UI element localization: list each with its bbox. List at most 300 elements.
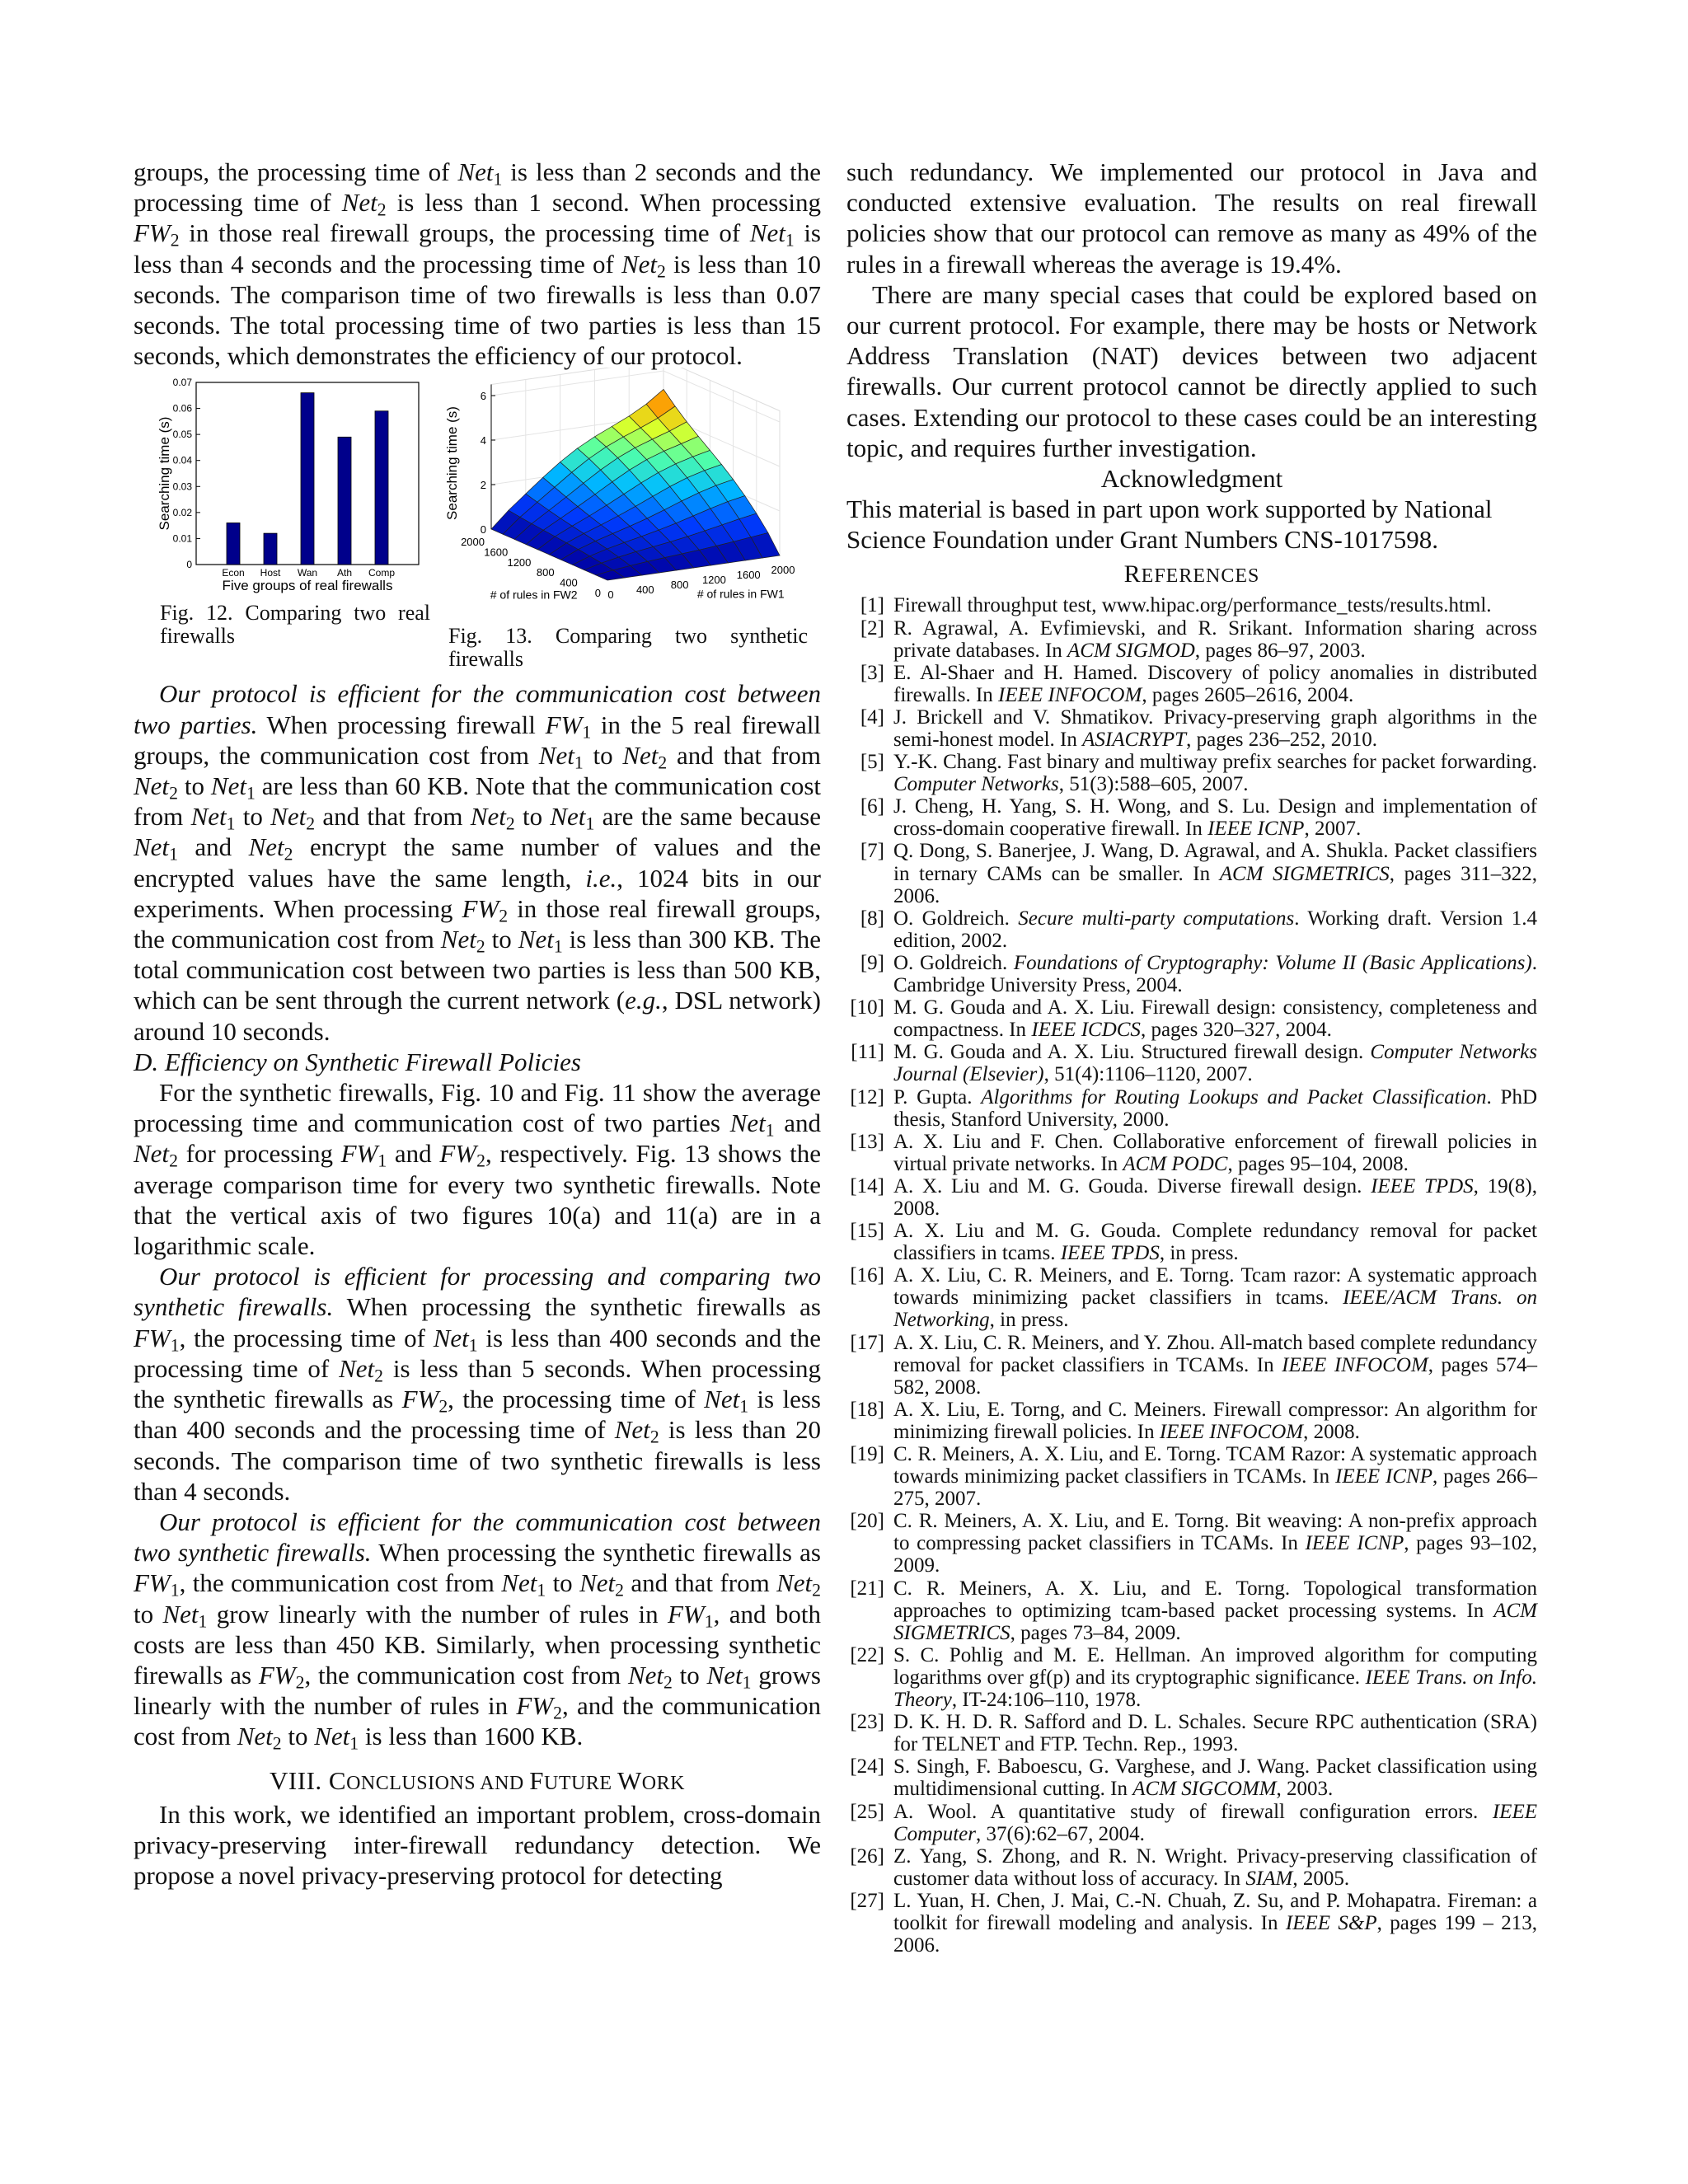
- reference-number: [18]: [850, 1398, 884, 1421]
- math-variable: Net$_1$: [518, 925, 563, 957]
- reference-text: [893, 1041, 1537, 1085]
- math-variable: Net$_1$: [210, 771, 256, 804]
- emphasis: e.g.: [625, 986, 662, 1015]
- text-run: O. Goldreich.: [893, 907, 1019, 930]
- reference-number: [13]: [850, 1130, 884, 1153]
- text-run: S. C. Pohlig and M. E. Hellman. An improved algorithm for computing logarithms over gf(p) and its cryptographic significance.: [893, 1643, 1537, 1689]
- figure-13: [440, 368, 832, 631]
- paragraph-synthetic-communication: [134, 1507, 821, 1752]
- reference-text: [893, 1220, 1537, 1264]
- text-run: to: [546, 1568, 580, 1598]
- text-run: P. Gupta.: [893, 1085, 982, 1108]
- acknowledgment-text: This material is based in part upon work supported by National Science Foundation under Grant Numbers CNS-1017598.: [846, 494, 1493, 555]
- text-run: , the processing time of: [448, 1385, 705, 1414]
- reference-number: [8]: [860, 907, 884, 930]
- math-variable: Net$_2$: [270, 802, 316, 834]
- text-run: is less than 1600 KB.: [359, 1722, 584, 1751]
- reference-item: [846, 662, 1537, 706]
- text-run: C. R. Meiners, A. X. Liu, and E. Torng. Bit weaving: A non-prefix approach to compressing packet classifiers in TCAMs. In: [893, 1510, 1537, 1555]
- math-variable: $FW_1$: [134, 1323, 180, 1356]
- text-run: M. G. Gouda and A. X. Liu. Firewall design: consistency, completeness and compactness. In: [893, 996, 1537, 1042]
- y-tick-label: 0.02: [172, 507, 192, 519]
- text-run: . PhD thesis, Stanford University, 2000.: [893, 1085, 1537, 1131]
- text-run: . Cambridge University Press, 2004.: [893, 951, 1537, 997]
- text-run: is less than 400 seconds and the processing time of: [134, 1323, 821, 1383]
- emphasis: IEEE TPDS: [1371, 1174, 1474, 1197]
- text-run: , 1024 bits in our experiments. When processing: [134, 863, 821, 923]
- text-run: in those real firewall groups, the processing time of: [179, 218, 750, 248]
- reference-number: [23]: [850, 1711, 884, 1734]
- math-variable: Net$_2$: [237, 1722, 282, 1754]
- reference-number: [26]: [850, 1844, 884, 1868]
- y-tick-label: 1200: [507, 556, 532, 569]
- reference-list: [846, 594, 1537, 1957]
- emphasis: ACM SIGMOD: [1067, 639, 1195, 662]
- reference-item: [846, 1220, 1537, 1264]
- paragraph-synthetic-intro: [134, 1077, 821, 1261]
- text-run: grows linearly with the number of rules in: [134, 1660, 821, 1721]
- emphasis: IEEE S&P: [1285, 1911, 1377, 1934]
- x-tick-label: Wan: [297, 567, 318, 579]
- text-run: For the synthetic firewalls, Fig. 10 and Fig. 11 show the average processing time and communication cost of two parties: [134, 1078, 821, 1138]
- x-axis-label: Five groups of real firewalls: [222, 578, 393, 594]
- reference-number: [21]: [850, 1577, 884, 1600]
- fig12-caption: Fig. 12. Comparing two real firewalls: [160, 601, 430, 649]
- text-run: , pages 93–102, 2009.: [893, 1532, 1537, 1577]
- reference-number: [20]: [850, 1510, 884, 1533]
- right-column: [846, 157, 1537, 1957]
- reference-number: [7]: [860, 840, 884, 863]
- reference-number: [17]: [850, 1331, 884, 1354]
- emphasis: IEEE Trans. on Info. Theory: [893, 1666, 1537, 1712]
- reference-item: [846, 1332, 1537, 1399]
- text-run: When processing the synthetic firewalls as: [333, 1292, 822, 1322]
- emphasis: IEEE ICNP: [1335, 1465, 1433, 1488]
- reference-text: [893, 1131, 1537, 1175]
- emphasis: ACM SIGCOMM: [1132, 1778, 1277, 1801]
- text-run: , pages 236–252, 2010.: [1186, 729, 1378, 751]
- reference-item: [846, 1086, 1537, 1131]
- emphasis: Computer Networks Journal (Elsevier): [893, 1041, 1537, 1086]
- reference-item: [846, 1175, 1537, 1220]
- y-tick-label: 2000: [461, 536, 485, 549]
- text-run: A. Wool. A quantitative study of firewall configuration errors.: [893, 1800, 1493, 1823]
- reference-item: [846, 1577, 1537, 1644]
- math-variable: $FW_1$: [545, 710, 592, 743]
- reference-text: [893, 751, 1537, 795]
- text-run: grow linearly with the number of rules in: [207, 1599, 668, 1629]
- text-run: is less than 400 seconds and the processing time of: [134, 1385, 821, 1445]
- reference-text: [893, 617, 1537, 662]
- z-tick-label: 0: [480, 523, 486, 537]
- math-variable: Net$_1$: [704, 1385, 749, 1417]
- text-run: , pages 86–97, 2003.: [1194, 639, 1366, 662]
- text-run: J. Brickell and V. Shmatikov. Privacy-preserving graph algorithms in the semi-honest model. In: [893, 705, 1537, 751]
- text-run: C. R. Meiners, A. X. Liu, and E. Torng. Topological transformation approaches to optimizing tcam-based packet processing systems. In: [893, 1577, 1537, 1622]
- math-variable: Net$_2$: [614, 1415, 659, 1447]
- reference-number: [1]: [860, 594, 884, 617]
- paragraph-synthetic-processing: [134, 1261, 821, 1507]
- subsection-d-heading: D. Efficiency on Synthetic Firewall Policies: [134, 1047, 581, 1076]
- y-tick-label: 0: [186, 559, 192, 571]
- figure-12: [157, 377, 424, 600]
- text-run: and that from: [315, 802, 471, 832]
- bar-chart-fig12: [157, 377, 424, 596]
- reference-text: [893, 1399, 1537, 1443]
- reference-item: [846, 617, 1537, 662]
- figures-row: [134, 377, 821, 678]
- reference-item: [846, 1510, 1537, 1577]
- text-run: , 2003.: [1276, 1778, 1334, 1801]
- reference-number: [6]: [860, 795, 884, 818]
- bar: [375, 411, 388, 565]
- y-tick-label: 0.03: [172, 480, 192, 493]
- text-run: encrypt the same number of values and the encrypted values have the same length,: [134, 832, 821, 893]
- text-run: are less than 60 KB. Note that the communication cost from: [134, 771, 822, 832]
- text-run: , respectively. Fig. 13 shows the average comparison time for every two synthetic firewalls. Note that the vertical axis of two figures 10(a) and 11(a) are in a logarithmic scale.: [134, 1139, 821, 1261]
- text-run: , the communication cost from: [304, 1660, 628, 1690]
- emphasis: Computer Networks: [893, 773, 1059, 796]
- text-run: , pages 266–275, 2007.: [893, 1465, 1538, 1511]
- text-run: D. K. H. D. R. Safford and D. L. Schales. Secure RPC authentication (SRA) for TELNET and FTP. Techn. Rep., 1993.: [893, 1711, 1537, 1756]
- bar: [301, 393, 314, 565]
- reference-item: [846, 996, 1537, 1041]
- text-run: , the processing time of: [179, 1323, 434, 1352]
- reference-number: [10]: [850, 996, 884, 1019]
- section-viii-heading: VIII. CONCLUSIONS AND FUTURE WORK: [270, 1765, 685, 1795]
- emphasis: i.e.: [585, 863, 617, 893]
- text-run: is less than 4 seconds and the processing time of: [134, 218, 821, 279]
- reference-item: [846, 952, 1537, 996]
- reference-text: [893, 1890, 1537, 1957]
- text-run: A. X. Liu and M. G. Gouda. Diverse firewall design.: [893, 1174, 1372, 1197]
- acknowledgment-heading: Acknowledgment: [1100, 464, 1283, 494]
- reference-item: [846, 1399, 1537, 1443]
- emphasis: IEEE ICNP: [1305, 1532, 1404, 1555]
- math-variable: Net$_2$: [339, 1353, 383, 1386]
- reference-item: [846, 1443, 1537, 1510]
- emphasis: Our protocol is efficient for the communication cost between two parties.: [134, 679, 821, 739]
- text-run: and that from: [667, 740, 821, 770]
- text-run: , in press.: [989, 1309, 1069, 1332]
- references-heading: REFERENCES: [1123, 560, 1260, 588]
- text-run: , 51(3):588–605, 2007.: [1058, 773, 1249, 796]
- bar: [227, 523, 240, 565]
- text-run: , pages 73–84, 2009.: [1010, 1621, 1181, 1644]
- math-variable: $FW_2$: [401, 1385, 448, 1417]
- reference-number: [25]: [850, 1800, 884, 1823]
- x-tick-label: 400: [635, 583, 654, 597]
- math-variable: Net$_1$: [550, 802, 595, 834]
- reference-item: [846, 751, 1537, 795]
- x-tick-label: Comp: [368, 567, 396, 579]
- text-run: M. G. Gouda and A. X. Liu. Structured firewall design.: [893, 1041, 1371, 1064]
- math-variable: $FW_1$: [668, 1599, 714, 1631]
- emphasis: Our protocol is efficient for processing and comparing two synthetic firewalls.: [134, 1262, 821, 1322]
- emphasis: IEEE INFOCOM: [998, 683, 1142, 706]
- paragraph-processing-real: [134, 157, 821, 371]
- reference-item: [846, 1890, 1537, 1957]
- emphasis: IEEE INFOCOM: [1282, 1353, 1428, 1376]
- emphasis: ACM SIGMETRICS: [1219, 862, 1390, 885]
- x-tick-label: 800: [670, 579, 689, 592]
- reference-text: [893, 1086, 1537, 1131]
- math-variable: Net$_1$: [501, 1568, 546, 1601]
- text-run: O. Goldreich.: [893, 951, 1014, 974]
- text-run: , pages 2605–2616, 2004.: [1142, 683, 1354, 706]
- text-run: Firewall throughput test, www.hipac.org/performance_tests/results.html.: [893, 594, 1492, 617]
- math-variable: $FW_1$: [340, 1139, 387, 1171]
- math-variable: Net$_2$: [627, 1660, 673, 1693]
- text-run: and that from: [623, 1568, 777, 1598]
- text-run: R. Agrawal, A. Evfimievski, and R. Srikant. Information sharing across private databases. In: [893, 616, 1537, 662]
- reference-text: [893, 662, 1537, 706]
- text-run: is less than 1 second. When processing: [386, 188, 821, 218]
- y-tick-label: 800: [536, 566, 555, 579]
- math-variable: $FW_2$: [134, 218, 180, 251]
- x-tick-label: 0: [607, 588, 614, 602]
- reference-item: [846, 594, 1537, 616]
- reference-number: [11]: [851, 1041, 884, 1064]
- text-run: , pages 320–327, 2004.: [1140, 1019, 1332, 1042]
- math-variable: Net$_1$: [314, 1722, 359, 1754]
- x-tick-label: 1600: [736, 569, 761, 582]
- text-run: A. X. Liu and F. Chen. Collaborative enforcement of firewall policies in virtual private networks. In: [893, 1130, 1537, 1175]
- emphasis: Algorithms for Routing Lookups and Packet Classification: [981, 1085, 1487, 1108]
- math-variable: Net$_1$: [433, 1323, 478, 1356]
- paragraph-future-work: There are many special cases that could be explored based on our current protocol. For example, there may be hosts or Network Address Translation (NAT) devices between two adjacent firewalls. Our current protocol cannot be directly applied to such cases. Extending our protocol to these cases could be an interesting topic, and requires further investigation.: [846, 279, 1537, 462]
- math-variable: $FW_2$: [516, 1691, 562, 1723]
- text-run: , pages 199 – 213, 2006.: [893, 1911, 1538, 1957]
- reference-number: [14]: [850, 1174, 884, 1197]
- text-run: , pages 95–104, 2008.: [1227, 1152, 1409, 1175]
- left-column: [134, 157, 821, 1891]
- text-run: Y.-K. Chang. Fast binary and multiway prefix searches for packet forwarding.: [893, 751, 1537, 774]
- reference-number: [27]: [850, 1889, 884, 1912]
- emphasis: IEEE/ACM Trans. on Networking: [893, 1286, 1537, 1332]
- text-run: , 19(8), 2008.: [893, 1174, 1538, 1220]
- emphasis: IEEE TPDS: [1060, 1242, 1160, 1265]
- text-run: , and both costs are less than 450 KB. Similarly, when processing synthetic firewalls as: [134, 1599, 821, 1690]
- reference-text: [893, 706, 1537, 751]
- text-run: E. Al-Shaer and H. Hamed. Discovery of policy anomalies in distributed firewalls. In: [893, 661, 1537, 706]
- text-run: When processing firewall: [257, 710, 546, 739]
- reference-number: [12]: [850, 1085, 884, 1108]
- reference-number: [4]: [860, 705, 884, 729]
- math-variable: Net$_1$: [706, 1660, 752, 1693]
- math-variable: Net$_2$: [776, 1568, 821, 1601]
- text-run: in the 5 real firewall groups, the communication cost from: [134, 710, 821, 770]
- reference-number: [19]: [850, 1443, 884, 1465]
- bar: [338, 438, 351, 565]
- text-run: , pages 311–322, 2006.: [893, 862, 1537, 907]
- emphasis: IEEE ICNP: [1207, 818, 1305, 841]
- text-run: is less than 10 seconds. The comparison time of two firewalls is less than 0.07 seconds. The total processing time of two parties is less than 15 seconds, which demonstrates the efficiency of our protocol.: [134, 249, 821, 371]
- text-run: and: [387, 1139, 440, 1169]
- text-run: , 37(6):62–67, 2004.: [976, 1822, 1145, 1845]
- text-run: A. X. Liu, C. R. Meiners, and Y. Zhou. All-match based complete redundancy removal for packet classifiers in TCAMs. In: [893, 1331, 1537, 1376]
- x-tick-label: 2000: [771, 564, 795, 577]
- x-tick-label: Host: [260, 567, 281, 579]
- text-run: A. X. Liu, E. Torng, and C. Meiners. Firewall compressor: An algorithm for minimizing firewall policies. In: [893, 1398, 1537, 1443]
- x-axis-label: # of rules in FW1: [696, 587, 785, 601]
- reference-number: [15]: [850, 1220, 884, 1243]
- reference-text: [893, 952, 1537, 996]
- emphasis: Foundations of Cryptography: Volume II (Basic Applications): [1013, 951, 1532, 974]
- reference-item: [846, 1131, 1537, 1175]
- text-run: to: [134, 1599, 163, 1629]
- math-variable: $FW_1$: [134, 1568, 180, 1601]
- math-variable: Net$_2$: [579, 1568, 624, 1601]
- text-run: is less than 2 seconds and the processing time of: [134, 157, 822, 218]
- text-run: is less than 20 seconds. The comparison time of two synthetic firewalls is less than 4 seconds.: [134, 1415, 821, 1506]
- fig13-caption: Fig. 13. Comparing two synthetic firewalls: [448, 624, 808, 672]
- paragraph-communication-real: [134, 678, 821, 1046]
- math-variable: Net$_2$: [341, 188, 387, 220]
- text-run: for processing: [177, 1139, 341, 1169]
- y-tick-label: 0.05: [172, 429, 192, 441]
- reference-number: [22]: [850, 1643, 884, 1666]
- math-variable: Net$_2$: [134, 1139, 178, 1171]
- paragraph-conclusion-cont: such redundancy. We implemented our protocol in Java and conducted extensive evaluation. The results on real firewall policies show that our protocol can remove as many as 49% of the rules in a firewall whereas the average is 19.4%.: [846, 157, 1537, 279]
- reference-text: [893, 594, 1492, 616]
- math-variable: Net$_2$: [248, 832, 293, 865]
- text-run: to: [177, 771, 211, 801]
- math-variable: $FW_2$: [439, 1139, 485, 1171]
- reference-item: [846, 1845, 1537, 1890]
- y-tick-label: 0: [594, 587, 601, 600]
- reference-text: [893, 1510, 1537, 1577]
- math-variable: $FW_2$: [258, 1660, 305, 1693]
- text-run: , and the communication cost from: [134, 1691, 821, 1751]
- text-run: are the same because: [594, 802, 821, 832]
- emphasis: IEEE Computer: [893, 1800, 1537, 1845]
- reference-item: [846, 1711, 1537, 1755]
- reference-number: [9]: [860, 951, 884, 974]
- text-run: , DSL network) around 10 seconds.: [134, 986, 821, 1046]
- reference-text: [893, 840, 1537, 907]
- reference-number: [5]: [860, 751, 884, 774]
- text-run: , 2007.: [1304, 818, 1362, 841]
- emphasis: Secure multi-party computations: [1018, 907, 1295, 930]
- reference-item: [846, 795, 1537, 840]
- y-axis-label: # of rules in FW2: [490, 588, 578, 602]
- emphasis: ACM PODC: [1123, 1152, 1228, 1175]
- text-run: to: [235, 802, 271, 832]
- surface-chart-fig13: [440, 368, 832, 627]
- text-run: to: [583, 740, 623, 770]
- text-run: , pages 574–582, 2008.: [893, 1353, 1537, 1399]
- text-run: L. Yuan, H. Chen, J. Mai, C.-N. Chuah, Z. Su, and P. Mohapatra. Fireman: a toolkit for firewall modeling and analysis. In: [893, 1889, 1537, 1934]
- text-run: , IT-24:106–110, 1978.: [951, 1689, 1142, 1712]
- reference-item: [846, 1041, 1537, 1085]
- text-run: Z. Yang, S. Zhong, and R. N. Wright. Privacy-preserving classification of customer data without loss of accuracy. In: [893, 1844, 1537, 1890]
- x-tick-label: 1200: [701, 574, 726, 587]
- reference-item: [846, 840, 1537, 907]
- text-run: , the communication cost from: [179, 1568, 502, 1598]
- z-tick-label: 4: [480, 434, 486, 448]
- math-variable: Net$_1$: [190, 802, 236, 834]
- text-run: Q. Dong, S. Banerjee, J. Wang, D. Agrawal, and A. Shukla. Packet classifiers in ternary CAMs can be smaller. In: [893, 840, 1537, 885]
- emphasis: IEEE ICDCS: [1031, 1019, 1141, 1042]
- math-variable: Net$_1$: [729, 1108, 775, 1141]
- z-tick-label: 2: [480, 479, 486, 492]
- reference-text: [893, 1711, 1537, 1755]
- z-axis-label: Searching time (s): [444, 406, 460, 521]
- math-variable: Net$_1$: [457, 157, 503, 190]
- emphasis: Our protocol is efficient for the communication cost between two synthetic firewalls.: [134, 1507, 821, 1568]
- math-variable: Net$_2$: [622, 740, 668, 773]
- math-variable: Net$_1$: [538, 740, 584, 773]
- math-variable: Net$_1$: [162, 1599, 208, 1631]
- reference-item: [846, 1644, 1537, 1711]
- text-run: C. R. Meiners, A. X. Liu, and E. Torng. TCAM Razor: A systematic approach towards minimizing packet classifiers in TCAMs. In: [893, 1443, 1537, 1488]
- y-tick-label: 1600: [484, 546, 509, 559]
- text-run: J. Cheng, H. Yang, S. H. Wong, and S. Lu. Design and implementation of cross-domain cooperative firewall. In: [893, 795, 1537, 841]
- math-variable: Net$_2$: [134, 771, 178, 804]
- reference-text: [893, 1175, 1537, 1220]
- text-run: , 2005.: [1292, 1867, 1350, 1890]
- text-run: When processing the synthetic firewalls as: [371, 1538, 821, 1568]
- reference-text: [893, 795, 1537, 840]
- math-variable: Net$_1$: [749, 218, 795, 251]
- reference-item: [846, 1801, 1537, 1845]
- reference-text: [893, 907, 1537, 952]
- math-variable: Net$_2$: [470, 802, 515, 834]
- text-run: groups, the processing time of: [134, 157, 458, 186]
- text-run: , 2008.: [1303, 1420, 1360, 1443]
- reference-text: [893, 1755, 1537, 1800]
- text-run: to: [281, 1722, 315, 1751]
- emphasis: ASIACRYPT: [1082, 729, 1187, 751]
- text-run: to: [514, 802, 551, 832]
- text-run: and: [774, 1108, 822, 1138]
- reference-text: [893, 1443, 1537, 1510]
- x-tick-label: Econ: [222, 567, 245, 579]
- bar: [264, 534, 277, 565]
- text-run: is less than 5 seconds. When processing the synthetic firewalls as: [134, 1353, 821, 1414]
- text-run: , in press.: [1159, 1242, 1239, 1265]
- reference-item: [846, 1264, 1537, 1331]
- reference-text: [893, 1264, 1537, 1331]
- y-tick-label: 0.04: [172, 455, 192, 467]
- reference-text: [893, 1577, 1537, 1644]
- reference-text: [893, 1644, 1537, 1711]
- reference-item: [846, 907, 1537, 952]
- text-run: A. X. Liu, C. R. Meiners, and E. Torng. Tcam razor: A systematic approach towards minimizing packet classifiers in tcams.: [893, 1264, 1537, 1310]
- z-tick-label: 6: [480, 390, 486, 403]
- y-axis-label: Searching time (s): [157, 416, 172, 531]
- reference-text: [893, 1332, 1537, 1399]
- text-run: , 51(4):1106–1120, 2007.: [1043, 1063, 1253, 1086]
- text-run: and: [177, 832, 249, 862]
- emphasis: SIAM: [1245, 1867, 1293, 1890]
- emphasis: ACM SIGMETRICS: [893, 1599, 1537, 1644]
- math-variable: Net$_2$: [621, 249, 666, 282]
- reference-number: [24]: [850, 1755, 884, 1779]
- y-tick-label: 0.01: [172, 532, 192, 545]
- emphasis: IEEE INFOCOM: [1159, 1420, 1304, 1443]
- text-run: to: [485, 925, 518, 954]
- text-run: is less than 300 KB. The total communication cost between two parties is less than 500 KB, which can be sent through the current network (: [134, 925, 821, 1015]
- x-tick-label: Ath: [336, 567, 353, 579]
- reference-item: [846, 1755, 1537, 1800]
- reference-number: [2]: [860, 616, 884, 640]
- text-run: . Working draft. Version 1.4 edition, 2002.: [893, 907, 1537, 952]
- y-tick-label: 0.07: [172, 377, 192, 389]
- reference-number: [3]: [860, 661, 884, 684]
- text-run: in those real firewall groups, the communication cost from: [134, 893, 822, 954]
